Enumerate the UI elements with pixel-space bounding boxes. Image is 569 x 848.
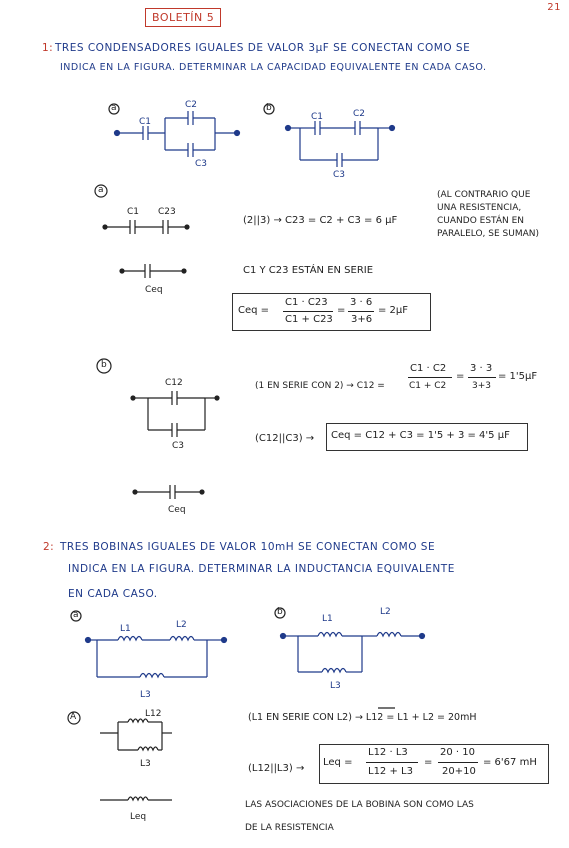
sol-a-note-4: PARALELO, SE SUMAN)	[437, 229, 539, 239]
fig-1a-c1-label: C1	[139, 117, 152, 127]
sol-l-eq2-pre: (L12||L3) →	[248, 763, 305, 774]
sol-b-eq1-eq: =	[456, 371, 465, 382]
sol-l-tag: A	[70, 712, 77, 722]
sol-l-eq2-lhs: Leq =	[323, 757, 353, 768]
sol-a-note-1: (AL CONTRARIO QUE	[437, 190, 531, 200]
sol-b-eq2-box: Ceq = C12 + C3 = 1'5 + 3 = 4'5 μF	[331, 430, 510, 441]
sol-l-eq2-result: = 6'67 mH	[483, 757, 537, 768]
sol-a-box-result: = 2μF	[378, 305, 409, 316]
sol-l-l3-label: L3	[140, 759, 151, 769]
sol-l-fraction-bar	[366, 762, 418, 763]
sol-a-tag: a	[98, 185, 104, 195]
sol-a-box-den: C1 + C23	[285, 314, 333, 325]
sol-b-ceq-label: Ceq	[168, 505, 186, 515]
sol-b-eq2-pre: (C12||C3) →	[255, 433, 315, 444]
sol-a-eq1: (2||3) → C23 = C2 + C3 = 6 μF	[243, 215, 398, 226]
problem-1-line-2: INDICA EN LA FIGURA. DETERMINAR LA CAPACIDAD EQUIVALENTE EN CADA CASO.	[60, 62, 487, 73]
tag-circles	[68, 104, 285, 724]
sol-a-box-num2: 3 · 6	[350, 297, 373, 308]
fig-1a-c3-label: C3	[195, 159, 208, 169]
problem-1-line-1: TRES CONDENSADORES IGUALES DE VALOR 3μF SE CONECTAN COMO SE	[55, 42, 471, 54]
sol-a-note-3: CUANDO ESTÁN EN	[437, 216, 525, 226]
fig-1a-c2-label: C2	[185, 100, 198, 110]
sol-a-series-text: C1 Y C23 ESTÁN EN SERIE	[243, 265, 374, 276]
sol-b-eq1-result: = 1'5μF	[498, 371, 538, 382]
problem-1-marker: 1:	[42, 42, 54, 54]
problem-2-line-1: TRES BOBINAS IGUALES DE VALOR 10mH SE CONECTAN COMO SE	[60, 541, 436, 553]
sol-a-box-lhs: Ceq =	[238, 305, 270, 316]
circuit-1a	[115, 111, 240, 157]
page-number: 21	[547, 2, 561, 13]
fig-2b-l2-label: L2	[380, 607, 391, 617]
sol-b-fraction-bar	[408, 377, 452, 378]
fig-2a-l1-label: L1	[120, 624, 131, 634]
sol-l-leq-label: Leq	[130, 812, 147, 822]
fig-2b-l1-label: L1	[322, 614, 333, 624]
sol-b-eq1-den2: 3+3	[472, 381, 491, 391]
fig-1b-c1-label: C1	[311, 112, 324, 122]
sol-l-note-2: DE LA RESISTENCIA	[245, 823, 334, 833]
fig-2b-l3-label: L3	[330, 681, 341, 691]
circuit-2a	[86, 637, 227, 678]
sol-l-eq2-num2: 20 · 10	[440, 747, 475, 758]
circuit-sol-a	[103, 220, 189, 278]
sol-a-box-num: C1 · C23	[285, 297, 328, 308]
sol-l-note-1: LAS ASOCIACIONES DE LA BOBINA SON COMO LAS	[245, 800, 474, 810]
sol-b-fraction-bar-2	[468, 377, 496, 378]
sol-a-box-eq: =	[337, 305, 346, 316]
sol-b-eq1-pre: (1 EN SERIE CON 2) → C12 =	[255, 381, 385, 391]
fig-2b-tag: b	[277, 607, 283, 617]
problem-2-line-3: EN CADA CASO.	[68, 588, 158, 600]
sol-a-c1-label: C1	[127, 207, 140, 217]
sol-l-eq2-den: L12 + L3	[368, 766, 413, 777]
sol-b-eq1-num2: 3 · 3	[470, 363, 493, 374]
sol-b-c3-label: C3	[172, 441, 185, 451]
sol-a-box-den2: 3+6	[351, 314, 373, 325]
sol-l-eq1: (L1 EN SERIE CON L2) → L12 = L1 + L2 = 20mH	[248, 712, 477, 723]
sol-a-note-2: UNA RESISTENCIA,	[437, 203, 522, 213]
fig-1b-tag: b	[266, 103, 272, 113]
sol-b-eq1-num: C1 · C2	[410, 363, 447, 374]
sol-l-eq2-num: L12 · L3	[368, 747, 408, 758]
fig-2a-l2-label: L2	[176, 620, 187, 630]
circuit-1b	[286, 121, 395, 167]
problem-2-line-2: INDICA EN LA FIGURA. DETERMINAR LA INDUCTANCIA EQUIVALENTE	[68, 563, 455, 575]
problem-2-marker: 2:	[43, 541, 55, 553]
sol-l-l12-label: L12	[145, 709, 162, 719]
sol-b-tag: b	[101, 360, 107, 370]
fig-1b-c2-label: C2	[353, 109, 366, 119]
sol-l-eq2-eq: =	[424, 757, 433, 768]
fig-2a-l3-label: L3	[140, 690, 151, 700]
sol-l-fraction-bar-2	[438, 762, 478, 763]
page-title: BOLETÍN 5	[145, 8, 221, 27]
sol-a-ceq-label: Ceq	[145, 285, 163, 295]
sol-a-c23-label: C23	[158, 207, 176, 217]
sol-a-fraction-bar-2	[348, 311, 374, 312]
sol-b-c12-label: C12	[165, 378, 183, 388]
sol-a-fraction-bar	[283, 311, 333, 312]
circuit-sol-l	[100, 719, 172, 800]
circuit-2b	[281, 633, 425, 673]
fig-1a-tag: a	[111, 103, 117, 113]
fig-1b-c3-label: C3	[333, 170, 346, 180]
fig-2a-tag: a	[73, 610, 79, 620]
sol-l-eq2-den2: 20+10	[442, 766, 476, 777]
sol-b-eq1-den: C1 + C2	[409, 381, 447, 391]
